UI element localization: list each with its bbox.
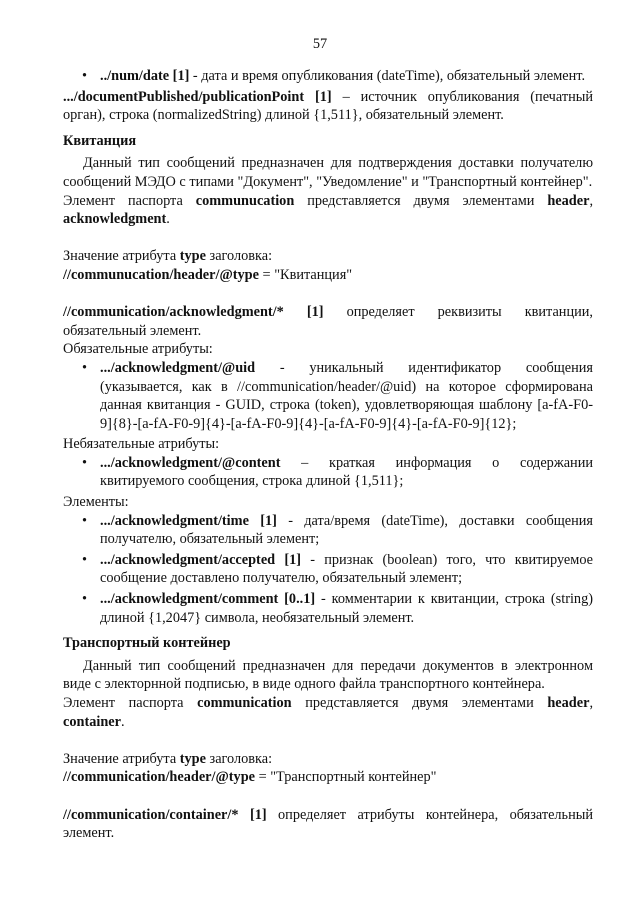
element-path: .../acknowledgment/accepted [1]: [100, 551, 302, 568]
required-attributes-list: [63, 359, 593, 433]
list-item-num-date: [63, 67, 593, 86]
text-run: Элемент паспорта: [63, 192, 196, 209]
container-paragraph: [63, 806, 593, 843]
optional-attributes-list: [63, 454, 593, 491]
text-run: Значение атрибута: [63, 750, 180, 767]
element-description: – краткая информация о содержании квитируемого сообщения, строка длиной {1,511};: [100, 454, 593, 490]
element-name: header: [547, 695, 590, 711]
bullet-icon: •: [82, 359, 88, 376]
section-heading-receipt: Квитанция: [63, 132, 137, 149]
attribute-name: type: [179, 248, 206, 265]
publication-point-paragraph: [63, 88, 593, 125]
receipt-type-value: [63, 266, 593, 285]
text-run: ,: [589, 192, 594, 209]
bullet-icon: •: [82, 551, 88, 568]
page-number: 57: [312, 36, 328, 52]
text-run: ,: [589, 695, 594, 711]
date-list: [63, 67, 593, 86]
element-path: .../documentPublished/publicationPoint [1]: [63, 88, 332, 105]
container-description: Данный тип сообщений предназначен для передачи документов в электронном виде с электорнной подписью, в виде одного файла транспортного контейнера.: [63, 657, 593, 693]
element-path: //communication/header/@type: [63, 769, 255, 786]
element-description: – источник опубликования (печатный орган), строка (normalizedString) длиной {1,511}, обязательный элемент.: [63, 88, 594, 124]
text-run: Элемент паспорта: [63, 695, 198, 711]
element-name: communucation: [195, 192, 295, 209]
attribute-name: type: [179, 750, 206, 767]
spacer: [63, 731, 593, 750]
text-run: представляется двумя элементами: [291, 695, 548, 711]
element-path: .../acknowledgment/@uid: [100, 359, 256, 376]
list-item-accepted: [63, 551, 593, 588]
elements-list: [63, 512, 593, 628]
list-item-content: [63, 454, 593, 491]
text-run: .: [120, 713, 125, 730]
text-run: представляется двумя элементами: [294, 192, 548, 209]
elements-label: Элементы:: [63, 494, 129, 511]
element-description: - комментарии к квитанции, строка (string) длиной {1,2047} символа, необязательный элемент.: [100, 591, 593, 626]
element-description: - уникальный идентификатор сообщения (указывается, как в //communication/header/@uid) на которое сформирована данная квитанция - GUID, строка (token), удовлетворяющая шаблону [a-fA-F0-9]{8}-[a-fA-F0-9]{4}-[a-fA-F0-9]{4}-[a-fA-F0-9]{4}-[a-fA-F0-9]{12};: [100, 359, 593, 432]
acknowledgment-paragraph: [63, 303, 593, 340]
list-item-comment: [63, 590, 593, 627]
spacer: [63, 285, 593, 304]
element-description: - признак (boolean) того, что квитируемое сообщение доставлено получателю, обязательный элемент;: [100, 551, 593, 587]
receipt-description: Данный тип сообщений предназначен для подтверждения доставки получателю сообщений МЭДО с типами "Документ", "Уведомление" и "Транспортный контейнер".: [63, 155, 593, 190]
text-run: = "Транспортный контейнер": [255, 769, 437, 786]
element-path: //communucation/header/@type: [63, 266, 259, 283]
element-description: - дата и время опубликования (dateTime), обязательный элемент.: [189, 68, 586, 84]
list-item-uid: [63, 359, 593, 433]
bullet-icon: •: [82, 512, 88, 529]
container-passport-element: [63, 694, 593, 731]
text-run: Значение атрибута: [63, 248, 180, 265]
page-content: [63, 67, 593, 843]
element-path: ../num/date [1]: [100, 68, 190, 84]
container-type-label: [63, 750, 593, 769]
element-path: .../acknowledgment/@content: [100, 454, 281, 471]
container-type-value: [63, 768, 593, 787]
section-heading-container: Транспортный контейнер: [63, 635, 231, 652]
receipt-type-label: [63, 247, 593, 266]
element-path: .../acknowledgment/time [1]: [100, 512, 277, 529]
element-description: определяет реквизиты квитанции, обязательный элемент.: [63, 304, 593, 339]
spacer: [63, 229, 593, 248]
bullet-icon: •: [82, 454, 88, 471]
element-name: acknowledgment: [63, 211, 167, 228]
required-attributes-label: Обязательные атрибуты:: [63, 341, 213, 358]
element-path: //communication/acknowledgment/* [1]: [63, 304, 324, 321]
text-run: = "Квитанция": [258, 266, 353, 283]
bullet-icon: •: [82, 591, 88, 608]
element-name: header: [547, 192, 590, 209]
text-run: заголовка:: [205, 750, 273, 767]
element-path: .../acknowledgment/comment [0..1]: [100, 591, 316, 608]
element-name: communication: [197, 695, 292, 711]
receipt-passport-element: [63, 192, 593, 229]
bullet-icon: •: [82, 68, 88, 84]
spacer: [63, 787, 593, 806]
element-description: - дата/время (dateTime), доставки сообщения получателю, обязательный элемент;: [100, 512, 593, 548]
element-description: определяет атрибуты контейнера, обязательный элемент.: [63, 806, 593, 842]
element-path: //communication/container/* [1]: [63, 806, 267, 823]
text-run: .: [166, 211, 170, 228]
element-name: container: [63, 713, 121, 730]
text-run: заголовка:: [205, 248, 273, 265]
optional-attributes-label: Небязательные атрибуты:: [63, 436, 220, 453]
list-item-time: [63, 512, 593, 549]
